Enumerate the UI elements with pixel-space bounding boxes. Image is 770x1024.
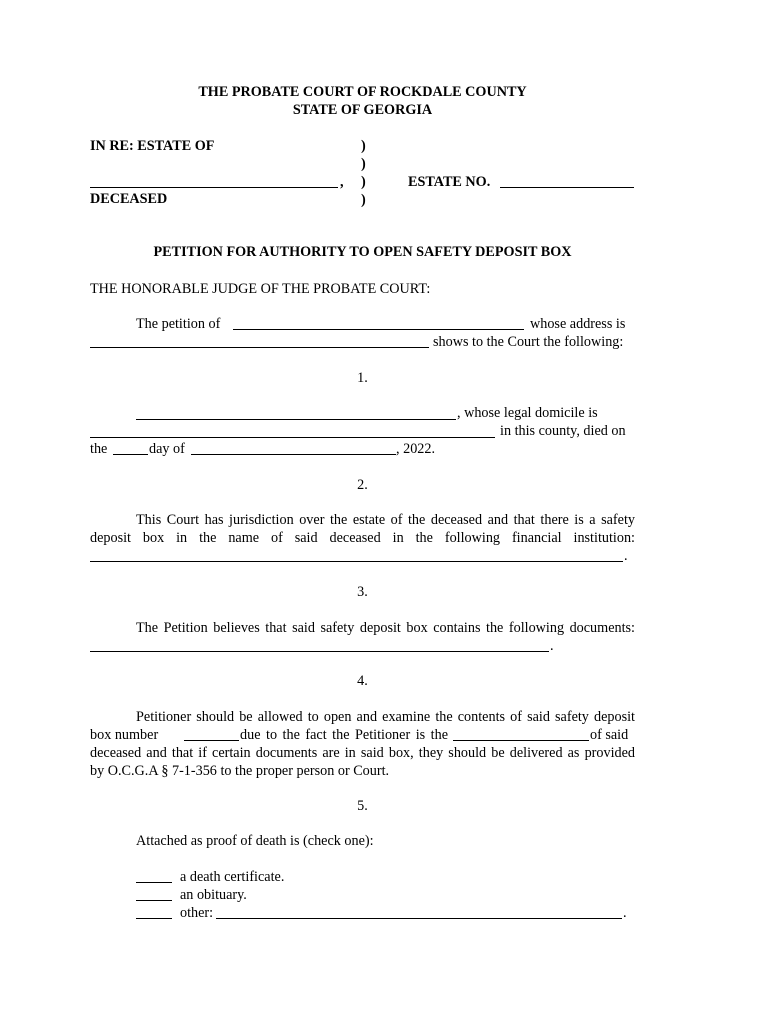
section-1-domicile: , whose legal domicile is [457, 405, 598, 421]
caption-paren-3: ) [361, 174, 366, 190]
month-blank[interactable] [191, 454, 396, 455]
decedent-name-blank[interactable] [90, 187, 338, 188]
obituary-check-blank[interactable] [136, 900, 172, 901]
section-4-line-4: by O.C.G.A § 7-1-356 to the proper person or Court. [90, 763, 390, 779]
section-2-line-2: deposit box in the name of said deceased in the following financial institution: [90, 530, 635, 546]
day-blank[interactable] [113, 454, 148, 455]
section-5-number: 5. [357, 798, 368, 814]
section-4-line-1: Petitioner should be allowed to open and examine the contents of said safety deposit [136, 709, 635, 725]
section-4-of-said: of said [590, 727, 629, 743]
caption-paren-2: ) [361, 156, 366, 172]
section-2-number: 2. [357, 477, 368, 493]
intro-address-label: whose address is [530, 316, 626, 332]
section-1-the: the [90, 441, 108, 457]
domicile-blank[interactable] [90, 437, 495, 438]
documents-blank[interactable] [90, 651, 549, 652]
death-certificate-check-blank[interactable] [136, 882, 172, 883]
other-check-blank[interactable] [136, 918, 172, 919]
section-5-period: . [623, 905, 627, 921]
section-4-number: 4. [357, 673, 368, 689]
state-name: STATE OF GEORGIA [292, 102, 433, 118]
section-3-period: . [550, 638, 554, 654]
estate-no-blank[interactable] [500, 187, 634, 188]
section-1-year: , 2022. [396, 441, 436, 457]
section-1-number: 1. [357, 370, 368, 386]
estate-no-label: ESTATE NO. [408, 174, 491, 190]
relationship-blank[interactable] [453, 740, 589, 741]
section-4-line-3: deceased and that if certain documents are in said box, they should be delivered as provided [90, 745, 635, 761]
caption-comma: , [340, 174, 344, 190]
section-4-box-number-label: box number [90, 727, 159, 743]
petition-title: PETITION FOR AUTHORITY TO OPEN SAFETY DEPOSIT BOX [153, 244, 572, 260]
caption-paren-1: ) [361, 138, 366, 154]
intro-petition-of: The petition of [136, 316, 221, 332]
section-5-prompt: Attached as proof of death is (check one): [136, 833, 374, 849]
box-number-blank[interactable] [184, 740, 239, 741]
section-2-line-1: This Court has jurisdiction over the estate of the deceased and that there is a safety [136, 512, 635, 528]
document-page [90, 0, 635, 1024]
petitioner-name-blank[interactable] [233, 329, 524, 330]
section-3-number: 3. [357, 584, 368, 600]
section-3-line-1: The Petition believes that said safety deposit box contains the following documents: [136, 620, 635, 636]
caption-paren-4: ) [361, 192, 366, 208]
other-description-blank[interactable] [216, 918, 622, 919]
section-1-died-on: in this county, died on [500, 423, 626, 439]
decedent-blank[interactable] [136, 419, 456, 420]
deceased-label: DECEASED [90, 191, 168, 207]
petitioner-address-blank[interactable] [90, 347, 429, 348]
section-2-period: . [624, 548, 628, 564]
option-death-certificate: a death certificate. [180, 869, 285, 885]
option-obituary: an obituary. [180, 887, 247, 903]
salutation: THE HONORABLE JUDGE OF THE PROBATE COURT: [90, 281, 431, 297]
section-1-day-of: day of [149, 441, 185, 457]
section-4-due-to: due to the fact the Petitioner is the [240, 727, 448, 743]
financial-institution-blank[interactable] [90, 561, 623, 562]
intro-shows: shows to the Court the following: [433, 334, 624, 350]
in-re-label: IN RE: ESTATE OF [90, 138, 215, 154]
court-name: THE PROBATE COURT OF ROCKDALE COUNTY [198, 84, 527, 100]
option-other: other: [180, 905, 214, 921]
